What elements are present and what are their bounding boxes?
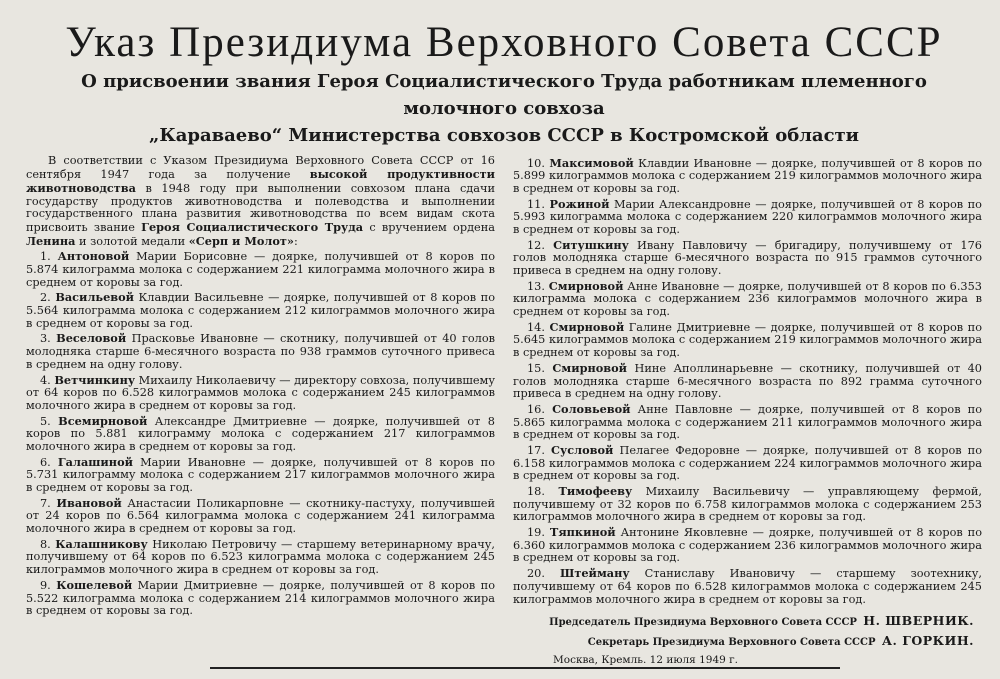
- awardee-details: Прасковье Ивановне — скотнику, получившей от 40 голов молодняка старше 6-месячного возраста по 938 граммов суточного привеса в среднем на одну голову.: [26, 332, 496, 372]
- awardee-surname: Соловьевой: [552, 401, 631, 416]
- awardee-surname: Антоновой: [57, 249, 130, 264]
- awardee-surname: Васильевой: [55, 290, 135, 305]
- awardee-surname: Рожиной: [549, 196, 610, 211]
- awardee-details: Клавдии Ивановне — доярке, получившей от 8 коров по 5.899 килограммов молока с содержанием 219 килограммов молочного жира в среднем от коровы за год.: [513, 156, 982, 196]
- awardee-entry: [513, 485, 982, 525]
- bottom-rule: [210, 667, 840, 669]
- awardee-entry: [26, 332, 495, 372]
- awardee-details: Анастасии Поликарповне — скотнику-пастуху, получившей от 24 коров по 6.564 килограмма молока с содержанием 241 килограмма молочного жира в среднем от коровы за год.: [26, 496, 495, 536]
- awardee-details: Марии Александровне — доярке, получившей от 8 коров по 5.993 килограмма молока с содержанием 220 килограммов молочного жира в среднем от коровы за год.: [513, 197, 982, 237]
- awardee-details: Марии Ивановне — доярке, получившей от 8 коров по 5.731 килограмму молока с содержанием 217 килограммов молочного жира в среднем от коровы за год.: [26, 455, 495, 495]
- awardee-entry: [26, 456, 495, 496]
- awardee-number: 2.: [40, 291, 51, 305]
- awardee-number: 14.: [527, 320, 545, 334]
- intro-text: В соответствии с Указом Президиума Верховного Совета СССР от 16 сентября 1947 года за получение: [26, 154, 495, 181]
- awardee-list-right: [513, 157, 982, 607]
- page-title: Указ Президиума Верховного Совета СССР: [65, 19, 943, 66]
- date-place: Москва, Кремль. 12 июля 1949 г.: [553, 654, 739, 667]
- awardee-surname: Смирновой: [548, 278, 624, 293]
- decree-columns: [26, 155, 982, 667]
- right-column: [513, 155, 982, 667]
- awardee-number: 15.: [527, 361, 545, 375]
- awardee-details: Михаилу Николаевичу — директору совхоза, получившему от 64 коров по 6.528 килограммов молока с содержанием 245 килограммов молочного жира в среднем от коровы за год.: [26, 373, 495, 413]
- subtitle-line-1: О присвоении звания Героя Социалистического Труда работникам племенного молочного совхоза: [81, 71, 927, 119]
- awardee-entry: [513, 526, 982, 566]
- awardee-number: 9.: [40, 578, 51, 592]
- awardee-details: Нине Аполлинарьевне — скотнику, получившей от 40 голов молодняка старше 6-месячного возраста по 892 грамма суточного привеса в среднем на одну голову.: [513, 361, 982, 401]
- awardee-number: 6.: [40, 455, 51, 469]
- awardee-number: 7.: [40, 496, 51, 510]
- chair-role: Председатель Президиума Верховного Совета СССР: [549, 617, 857, 629]
- awardee-details: Михаилу Васильевичу — управляющему фермой, получившему от 32 коров по 6.758 килограммов молока с содержанием 253 килограммов молочного жира в среднем от коровы за год.: [513, 484, 983, 524]
- awardee-entry: [26, 374, 495, 414]
- awardee-entry: [513, 280, 982, 320]
- awardee-details: Анне Павловне — доярке, получившей от 8 коров по 5.865 килограмма молока с содержанием 211 килограммов молочного жира в среднем от коровы за год.: [513, 402, 982, 442]
- chair-name: Н. ШВЕРНИК.: [863, 613, 974, 629]
- awardee-entry: [26, 415, 495, 455]
- awardee-entry: [513, 157, 982, 197]
- decree-subtitle: [26, 68, 982, 149]
- awardee-surname: Ивановой: [56, 495, 122, 510]
- awardee-surname: Веселовой: [56, 331, 127, 346]
- awardee-entry: [26, 250, 495, 290]
- awardee-surname: Тимофееву: [558, 483, 633, 498]
- awardee-number: 8.: [40, 537, 51, 551]
- awardee-details: Антонине Яковлевне — доярке, получившей от 8 коров по 6.360 килограммов молока с содержанием 236 килограммов молочного жира в среднем от коровы за год.: [513, 525, 982, 565]
- intro-bold: Ленина: [26, 234, 76, 249]
- awardee-details: Николаю Петровичу — старшему ветеринарному врачу, получившему от 64 коров по 6.523 килограмма молока с содержанием 245 килограммов молочного жира в среднем от коровы за год.: [26, 537, 496, 577]
- awardee-surname: Галашиной: [57, 454, 133, 469]
- awardee-entry: [513, 362, 982, 402]
- awardee-number: 3.: [40, 332, 51, 346]
- awardee-surname: Тяпкиной: [549, 524, 616, 539]
- intro-text: в 1948 году при выполнении совхозом плана сдачи государству продуктов животноводства и полеводства и выполнении государственного плана развития животноводства по всем видам скота присвоить звание: [26, 181, 495, 235]
- awardee-surname: Калашникову: [55, 536, 148, 551]
- awardee-number: 18.: [527, 484, 545, 498]
- awardee-surname: Смирновой: [552, 360, 628, 375]
- awardee-number: 4.: [40, 373, 51, 387]
- awardee-surname: Штейману: [560, 565, 630, 580]
- awardee-entry: [26, 291, 495, 331]
- awardee-number: 20.: [527, 566, 545, 580]
- intro-bold: «Серп и Молот»: [188, 234, 294, 249]
- secretary-role: Секретарь Президиума Верховного Совета СССР: [587, 637, 876, 649]
- intro-text: с вручением ордена: [363, 221, 495, 235]
- awardee-surname: Ситушкину: [553, 237, 629, 252]
- awardee-entry: [513, 444, 982, 484]
- awardee-number: 12.: [527, 238, 545, 252]
- intro-text: :: [293, 235, 298, 249]
- awardee-details: Ивану Павловичу — бригадиру, получившему от 176 голов молодняка старше 6-месячного возраста по 915 граммов суточного привеса в среднем на одну голову.: [513, 238, 982, 278]
- awardee-entry: [26, 497, 495, 537]
- awardee-surname: Кошелевой: [56, 577, 133, 592]
- awardee-number: 11.: [527, 197, 545, 211]
- awardee-entry: [26, 538, 495, 578]
- intro-bold: Героя Социалистического Труда: [141, 220, 364, 235]
- awardee-entry: [26, 579, 495, 619]
- awardee-number: 10.: [527, 156, 545, 170]
- awardee-number: 19.: [527, 525, 545, 539]
- awardee-entry: [513, 198, 982, 238]
- awardee-entry: [513, 403, 982, 443]
- awardee-number: 17.: [527, 443, 545, 457]
- awardee-surname: Всемирновой: [58, 413, 148, 428]
- awardee-entry: [513, 239, 982, 279]
- awardee-details: Марии Дмитриевне — доярке, получившей от 8 коров по 5.522 килограмма молока с содержанием 214 килограммов молочного жира в среднем от коровы за год.: [26, 578, 495, 618]
- chair-signature: [513, 612, 974, 632]
- awardee-number: 5.: [40, 414, 51, 428]
- awardee-details: Галине Дмитриевне — доярке, получившей от 8 коров по 5.645 килограммов молока с содержанием 219 килограммов молочного жира в среднем от коровы за год.: [513, 320, 983, 360]
- awardee-number: 13.: [527, 279, 545, 293]
- awardee-surname: Сусловой: [551, 442, 614, 457]
- awardee-details: Клавдии Васильевне — доярке, получившей от 8 коров по 5.564 килограмма молока с содержанием 212 килограммов молочного жира в среднем от коровы за год.: [26, 291, 496, 331]
- awardee-details: Марии Борисовне — доярке, получившей от 8 коров по 5.874 килограмма молока с содержанием 221 килограмма молочного жира в среднем от коровы за год.: [26, 250, 496, 290]
- awardee-number: 1.: [40, 250, 51, 264]
- awardee-details: Станиславу Ивановичу — старшему зоотехнику, получившему от 64 коров по 6.528 килограммов молока с содержанием 245 килограммов молочного жира в среднем от коровы за год.: [513, 566, 983, 606]
- secretary-name: А. ГОРКИН.: [881, 633, 974, 649]
- awardee-surname: Смирновой: [549, 319, 625, 334]
- intro-text: и золотой медали: [75, 235, 189, 249]
- left-column: [26, 155, 495, 667]
- awardee-entry: [513, 567, 982, 607]
- awardee-number: 16.: [527, 402, 545, 416]
- awardee-surname: Ветчинкину: [54, 372, 136, 387]
- secretary-signature: [513, 632, 974, 652]
- signature-block: [513, 612, 982, 652]
- intro-bold: высокой продуктивности животноводства: [26, 166, 495, 195]
- awardee-details: Пелагее Федоровне — доярке, получившей от 8 коров по 6.158 килограммов молока с содержанием 224 килограммов молочного жира в среднем от коровы за год.: [513, 443, 982, 483]
- awardee-surname: Максимовой: [549, 155, 634, 170]
- intro-paragraph: [26, 155, 495, 249]
- awardee-entry: [513, 321, 982, 361]
- awardee-details: Анне Ивановне — доярке, получившей от 8 коров по 6.353 килограмма молока с содержанием 236 килограммов молочного жира в среднем от коровы за год.: [513, 279, 982, 319]
- awardee-details: Александре Дмитриевне — доярке, получившей от 8 коров по 5.881 килограмму молока с содержанием 217 килограммов молочного жира в среднем от коровы за год.: [26, 414, 495, 454]
- subtitle-line-2: „Караваево“ Министерства совхозов СССР в Костромской области: [148, 125, 860, 146]
